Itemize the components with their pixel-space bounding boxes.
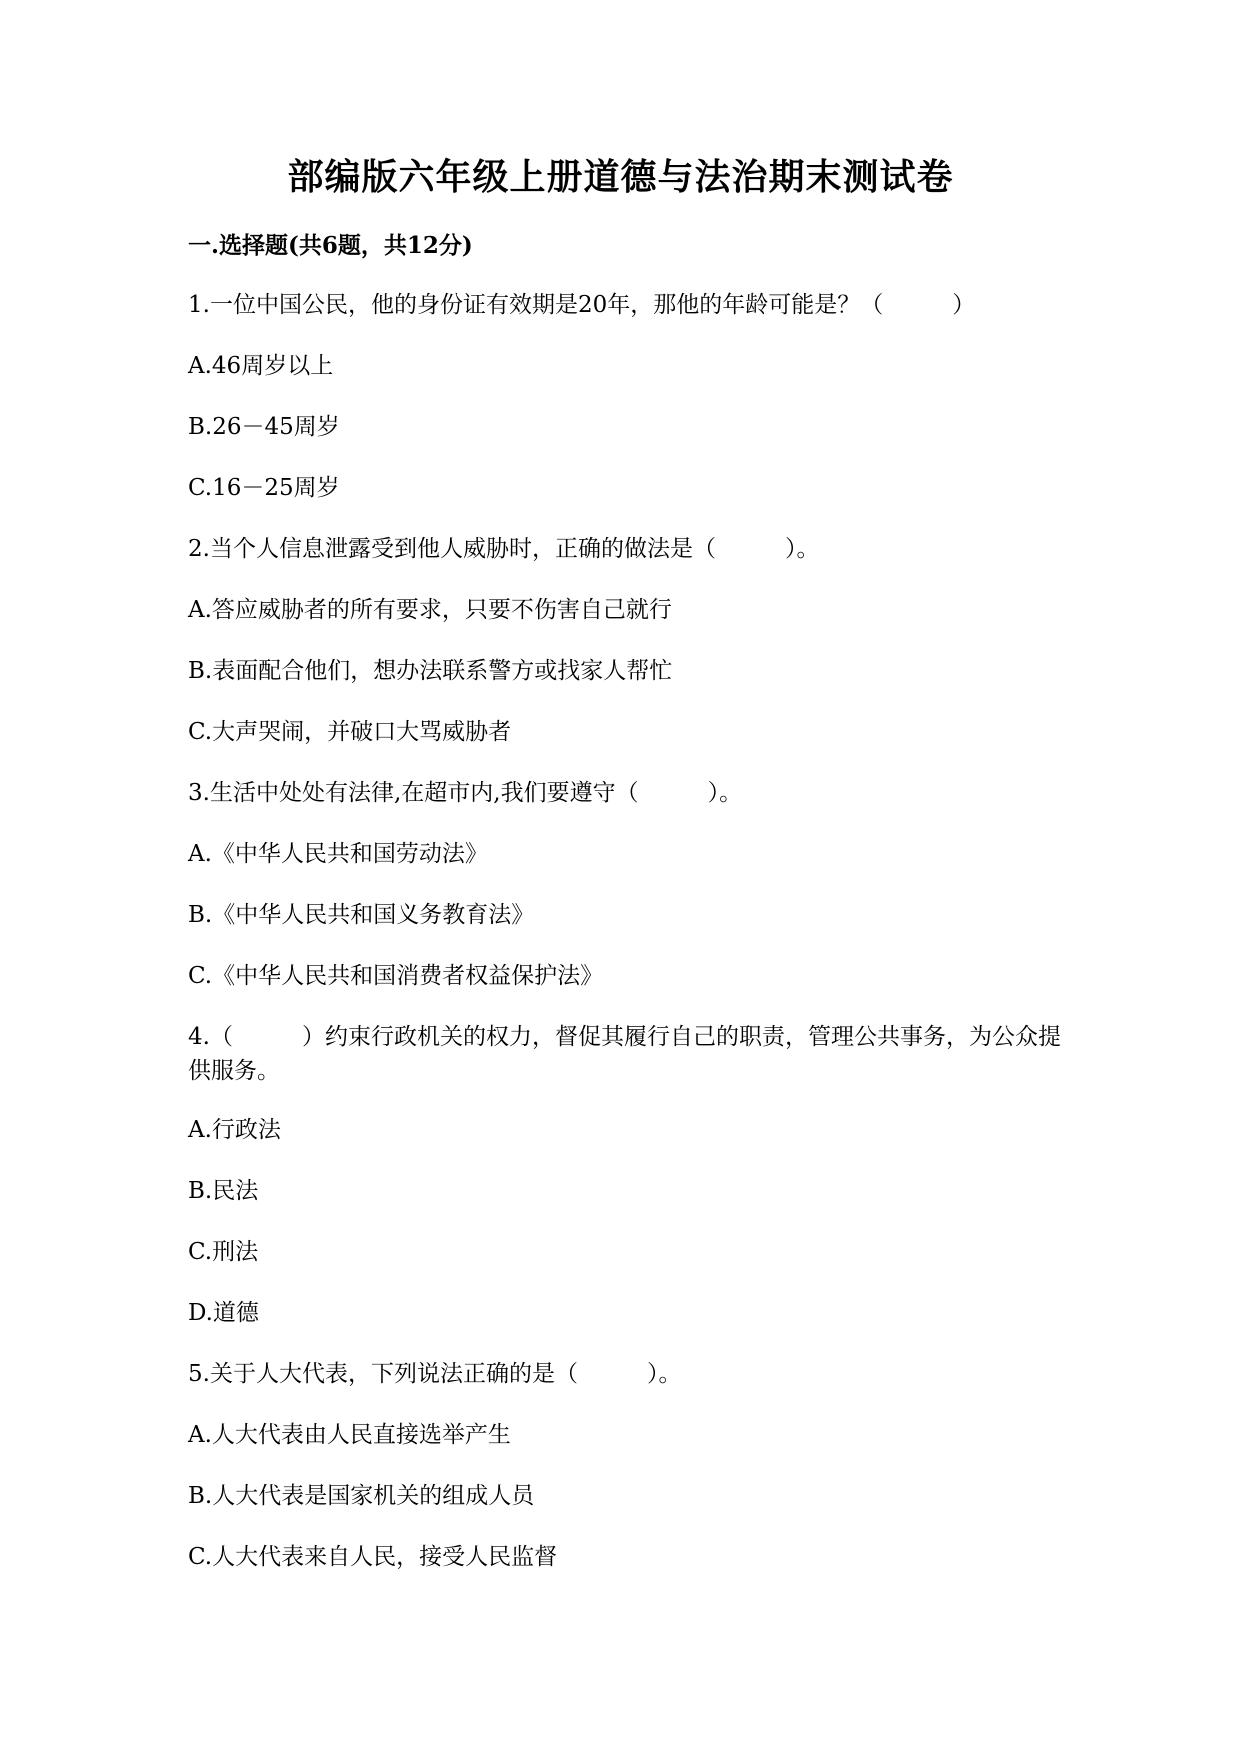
answer-option: B.表面配合他们，想办法联系警方或找家人帮忙 [188,658,673,684]
answer-option: A.人大代表由人民直接选举产生 [188,1422,511,1448]
answer-option: B.26－45周岁 [188,414,340,440]
question-stem: 5.关于人大代表，下列说法正确的是（ ）。 [188,1361,682,1387]
answer-option: C.刑法 [188,1239,259,1265]
question-stem: 2.当个人信息泄露受到他人威胁时，正确的做法是（ ）。 [188,536,820,562]
answer-option: B.民法 [188,1178,259,1204]
answer-option: A.《中华人民共和国劳动法》 [188,841,488,867]
answer-option: A.答应威胁者的所有要求，只要不伤害自己就行 [188,597,672,623]
answer-option: B.人大代表是国家机关的组成人员 [188,1483,535,1509]
question-stem: 3.生活中处处有法律,在超市内,我们要遵守（ ）。 [188,780,743,806]
answer-option: B.《中华人民共和国义务教育法》 [188,902,535,928]
answer-option: A.46周岁以上 [188,353,334,379]
answer-option: C.人大代表来自人民，接受人民监督 [188,1544,558,1570]
question-stem: 4.（ ）约束行政机关的权力，督促其履行自己的职责，管理公共事务，为公众提供服务。 [188,1024,1061,1084]
answer-option: C.大声哭闹，并破口大骂威胁者 [188,719,512,745]
answer-option: D.道德 [188,1300,259,1326]
page-title: 部编版六年级上册道德与法治期末测试卷 [287,156,954,198]
answer-option: A.行政法 [188,1117,281,1143]
section-heading: 一.选择题(共6题，共12分) [188,232,473,259]
answer-option: C.《中华人民共和国消费者权益保护法》 [188,963,604,989]
answer-option: C.16－25周岁 [188,475,340,501]
question-stem: 1.一位中国公民，他的身份证有效期是20年，那他的年龄可能是？（ ） [188,292,976,318]
